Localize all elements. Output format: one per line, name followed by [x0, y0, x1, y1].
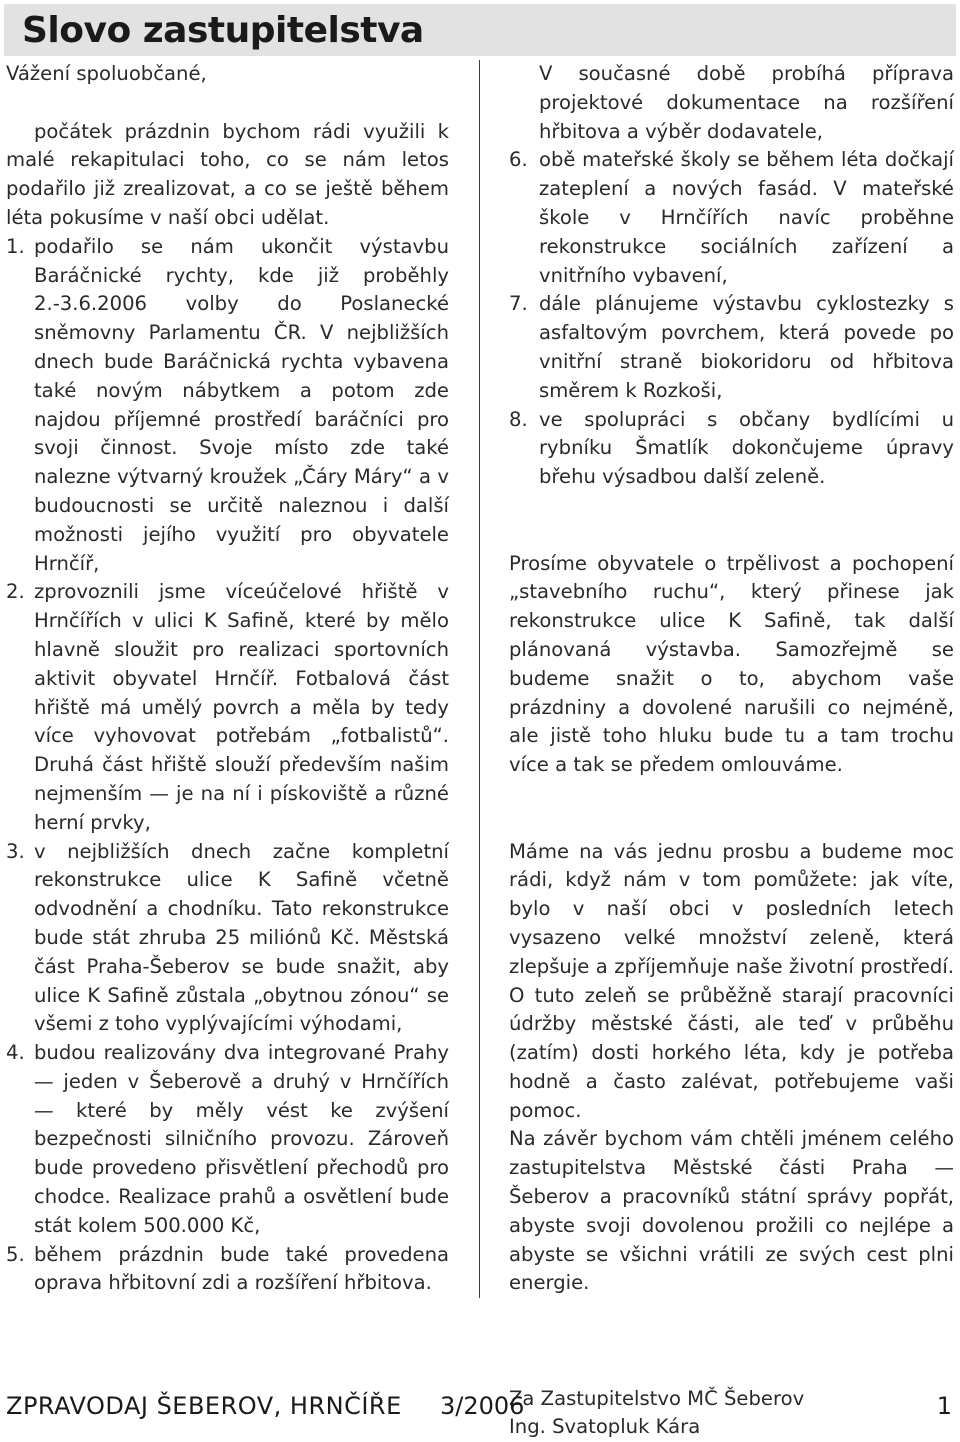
item-text: obě mateřské školy se během léta dočkají zateplení a nových fasád. V mateřské škole v Hrnčířích navíc proběhne rekonstrukce sociálních zařízení a vnitřního vybavení,: [539, 148, 954, 287]
item-number: 5.: [6, 1242, 25, 1266]
list-item: [6, 838, 449, 1040]
list-item: [6, 1241, 449, 1299]
list-item: [509, 290, 954, 405]
closing-paragraph: Na závěr bychom vám chtěli jménem celého zastupitelstva Městské části Praha — Šeberov a pracovníků státní správy popřát, abyste svoji dovolenou prožili co nejlépe a abyste se všichni vrátili ze svých cest plni energie.: [509, 1127, 954, 1295]
item-number: 6.: [509, 148, 528, 172]
intro-paragraph: počátek prázdnin bychom rádi využili k malé rekapitulaci toho, co se nám letos podařilo již zrealizovat, a co se ještě během léta pokusíme v naší obci udělat.: [6, 119, 449, 229]
item-number: 2.: [6, 580, 25, 604]
item-text: dále plánujeme výstavbu cyklostezky s asfaltovým povrchem, která povede po vnitřní straně biokoridoru od hřbitova směrem k Rozkoši,: [539, 292, 954, 402]
left-column: [6, 60, 449, 1298]
list-item: [6, 578, 449, 837]
item-text: podařilo se nám ukončit výstavbu Baráčnické rychty, kde již proběhly 2.-3.6.2006 volby do Poslanecké sněmovny Parlamentu ČR. V nejbližších dnech bude Baráčnická rychta vybavena také novým nábytkem a potom zde najdou příjemné prostředí baráčníci pro svoji činnost. Svoje místo zde také nalezne výtvarný kroužek „Čáry Máry“ a v budoucnosti se určitě naleznou i další možnosti jejího využití pro obyvatele Hrnčíř,: [34, 234, 449, 575]
patience-paragraph: Prosíme obyvatele o trpělivost a pochopení „stavebního ruchu“, který přinese jak rekonstrukce ulice K Safině, tak další plánovaná výstavba. Samozřejmě se budeme snažit o to, abychom vaše prázdniny a dovolené narušili co nejméně, ale jistě toho hluku bude tu a tam trochu více a tak se předem omlouváme.: [509, 551, 954, 777]
item-text: v nejbližších dnech začne kompletní rekonstrukce ulice K Safině včetně odvodnění a chodníku. Tato rekonstrukce bude stát zhruba 25 miliónů Kč. Městská část Praha-Šeberov se bude snažit, aby ulice K Safině zůstala „obytnou zónou“ se všemi z toho vyplývajícími výhodami,: [34, 839, 449, 1036]
item-text: během prázdnin bude také provedena oprava hřbitovní zdi a rozšíření hřbitova.: [34, 1242, 449, 1295]
item-number: 4.: [6, 1041, 25, 1065]
footer-page-number: 1: [936, 1392, 952, 1420]
signature-organization: Za Zastupitelstvo MČ Šeberov: [509, 1386, 805, 1410]
item-text: zprovoznili jsme víceúčelové hřiště v Hrnčířích v ulici K Safině, které by mělo hlavně sloužit pro realizaci sportovních aktivit obyvatel Hrnčíř. Fotbalová část hřiště má umělý povrch a měla by tedy více vyhovovat potřebám „fotbalistů“. Druhá část hřiště slouží především našim nejmenším — je na ní i pískoviště a různé herní prvky,: [34, 580, 449, 834]
left-item-list: [6, 233, 449, 1298]
title-bar: [4, 4, 956, 56]
list-item: [509, 146, 954, 290]
list-item: [509, 406, 954, 492]
item-text: budou realizovány dva integrované Prahy — jeden v Šeberově a druhý v Hrnčířích — které by měly vést ke zvýšení bezpečnosti silničního provozu. Zároveň bude provedeno přisvětlení přechodů pro chodce. Realizace prahů a osvětlení bude stát kolem 500.000 Kč,: [34, 1041, 449, 1237]
list-item: [6, 233, 449, 579]
lead-paragraph: V současné době probíhá příprava projektové dokumentace na rozšíření hřbitova a výběr dodavatele,: [539, 62, 954, 143]
column-divider: [479, 60, 480, 1298]
page-footer: [0, 1390, 960, 1422]
right-item-list: [509, 146, 954, 492]
page-title: Slovo zastupitelstva: [22, 10, 424, 51]
item-number: 3.: [6, 839, 25, 863]
greenery-paragraph: Máme na vás jednu prosbu a budeme moc rádi, když nám v tom pomůžete: jak víte, bylo v naší obci v posledních letech vysazeno velké množství zeleně, která zlepšuje a zpříjemňuje naše životní prostředí. O tuto zeleň se průběžně starají pracovníci údržby městské části, ale teď v průběhu (zatím) dosti horkého léta, kdy je potřeba hodně a často zalévat, potřebujeme vaši pomoc.: [509, 839, 954, 1122]
item-text: ve spolupráci s občany bydlícími u rybníku Šmatlík dokončujeme úpravy břehu výsadbou další zeleně.: [539, 407, 954, 489]
footer-issue: 3/2006: [440, 1392, 525, 1420]
right-column: [509, 60, 954, 1442]
footer-publication: ZPRAVODAJ ŠEBEROV, HRNČÍŘE: [6, 1392, 402, 1420]
item-number: 1.: [6, 234, 25, 258]
signature-name: Ing. Svatopluk Kára: [509, 1415, 701, 1439]
item-number: 8.: [509, 407, 528, 431]
item-number: 7.: [509, 292, 528, 316]
list-item: [6, 1039, 449, 1241]
greeting: Vážení spoluobčané,: [6, 62, 207, 85]
